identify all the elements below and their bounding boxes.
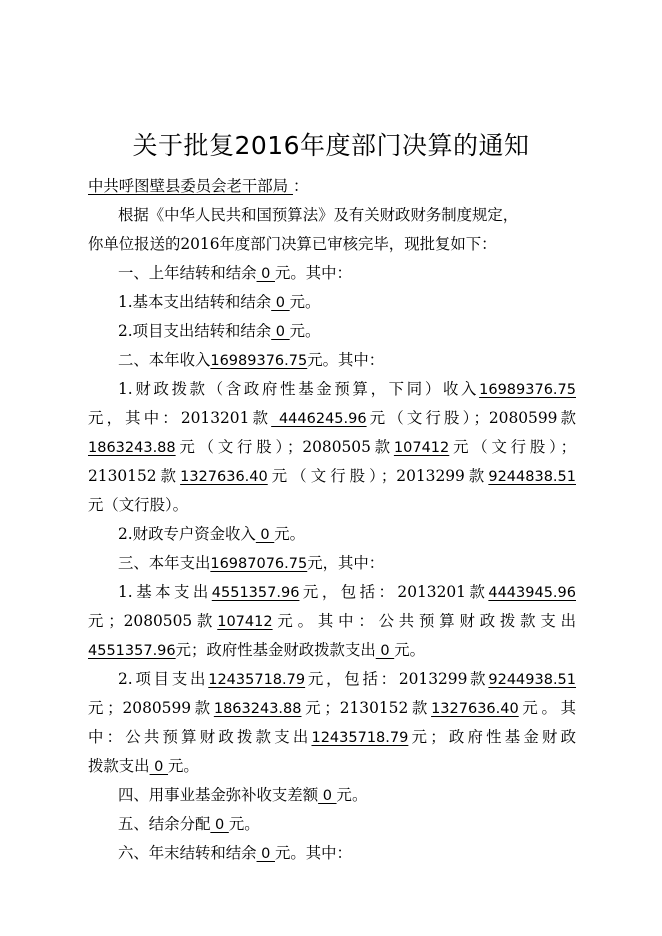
text-fragment: 元，其中：2013201款 — [88, 409, 272, 427]
sec3-basic-line-1 — [118, 580, 576, 605]
sec3-project-line-1 — [118, 667, 576, 692]
amount-2080599: 1863243.88 — [213, 701, 302, 717]
sec3-amount: 16987076.75 — [210, 556, 308, 572]
amount-2130152: 1327636.40 — [431, 701, 519, 717]
sec3-heading-tail: 元，其中： — [307, 554, 385, 572]
text-fragment: 2.项目支出 — [118, 670, 209, 688]
amount-2080505: 107412 — [393, 440, 450, 456]
text-fragment: 元；2130152款 — [301, 699, 432, 717]
public-budget-amount: 4551357.96 — [88, 643, 176, 659]
text-fragment: 元；2080505款 — [88, 612, 218, 630]
sec4-amount: 0 — [318, 788, 337, 804]
intro-line-1: 根据《中华人民共和国预算法》及有关财政财务制度规定， — [118, 206, 519, 224]
sec1-heading — [118, 261, 576, 286]
sec3-project-line-3 — [88, 725, 576, 750]
text-fragment: 元，包括：2013201款 — [299, 583, 489, 601]
text-fragment: 拨款支出 — [88, 757, 150, 775]
sec3-basic-line-2 — [88, 609, 576, 634]
sec1-amount: 0 — [256, 266, 275, 282]
sec3-heading — [118, 551, 576, 576]
sec2-heading-text: 二、本年收入 — [118, 351, 211, 369]
sec3-project-line-4 — [88, 754, 576, 779]
text-fragment: 元。其 — [518, 699, 577, 717]
sec1-item-2-text: 2.项目支出结转和结余 — [118, 322, 272, 340]
text-fragment: 元。其中：公共预算财政拨款支出 — [272, 612, 576, 630]
sec1-item-1 — [118, 290, 576, 315]
text-fragment: 元；政府性基金财政拨款支出 — [175, 641, 376, 659]
sec5-text: 五、结余分配 — [118, 815, 211, 833]
sec2-item-2-tail: 元。 — [274, 525, 306, 543]
sec4-text: 四、用事业基金弥补收支差额 — [118, 786, 319, 804]
sec2-item-2-text: 2.财政专户资金收入 — [118, 525, 256, 543]
text-fragment: 1.基本支出 — [118, 583, 212, 601]
sec1-item-2-tail: 元。 — [289, 322, 321, 340]
sec6-text: 六、年末结转和结余 — [118, 844, 257, 862]
document-title: 关于批复2016年度部门决算的通知 — [132, 131, 530, 160]
amount-2013299: 9244838.51 — [488, 469, 576, 485]
sec5-amount: 0 — [210, 817, 229, 833]
amount-2013201: 4443945.96 — [488, 585, 576, 601]
addressee-line — [88, 174, 576, 198]
text-fragment: 元（文行股）；2080505款 — [175, 438, 394, 456]
sec2-item-1-line-2 — [88, 406, 576, 431]
sec2-item-1-text: 1.财政拨款（含政府性基金预算，下同）收入 — [118, 380, 480, 398]
sec1-heading-text: 一、上年结转和结余 — [118, 264, 257, 282]
intro-line-2: 你单位报送的2016年度部门决算已审核完毕，现批复如下： — [88, 235, 497, 253]
sec1-item-2 — [118, 319, 576, 344]
text-fragment: 元。 — [394, 641, 425, 659]
basic-expense-amount: 4551357.96 — [211, 585, 300, 601]
text-fragment: 元；2080599款 — [88, 699, 214, 717]
sec2-item-2-amount: 0 — [255, 527, 275, 543]
sec2-heading — [118, 348, 576, 373]
gov-fund-amount: 0 — [375, 643, 395, 659]
text-fragment: 中：公共预算财政拨款支出 — [88, 728, 312, 746]
amount-2080505: 107412 — [217, 614, 273, 630]
text-fragment: 元（文行股）；2013299款 — [267, 467, 489, 485]
sec5-line — [118, 812, 576, 837]
sec2-item-1-line-1 — [118, 377, 576, 402]
gov-fund-amount: 0 — [149, 759, 169, 775]
amount-2013201: 4446245.96 — [271, 411, 367, 427]
sec6-line — [118, 841, 576, 866]
public-budget-amount: 12435718.79 — [311, 730, 409, 746]
amount-2013299: 9244938.51 — [488, 672, 577, 688]
sec6-tail: 元。其中： — [274, 844, 352, 862]
text-fragment: 元；政府性基金财政 — [408, 728, 576, 746]
sec3-project-line-2 — [88, 696, 576, 721]
sec4-line — [118, 783, 576, 808]
addressee: 中共呼图壁县委员会老干部局 — [88, 177, 293, 195]
sec1-item-1-tail: 元。 — [289, 293, 321, 311]
sec2-item-1-line-3 — [88, 435, 576, 460]
project-expense-amount: 12435718.79 — [208, 672, 306, 688]
sec3-basic-line-3 — [88, 638, 576, 663]
text-fragment: 元（文行股）；2080599款 — [366, 409, 577, 427]
sec2-item-1-amount: 16989376.75 — [479, 382, 576, 398]
sec1-item-1-text: 1.基本支出结转和结余 — [118, 293, 272, 311]
amount-2130152: 1327636.40 — [180, 469, 268, 485]
sec2-heading-tail: 元。其中： — [307, 351, 385, 369]
sec6-amount: 0 — [256, 846, 275, 862]
sec4-tail: 元。 — [336, 786, 368, 804]
addressee-colon: ： — [292, 177, 309, 195]
sec1-item-2-amount: 0 — [271, 324, 290, 340]
sec2-amount: 16989376.75 — [210, 353, 308, 369]
sec1-heading-tail: 元。其中： — [274, 264, 352, 282]
sec5-tail: 元。 — [228, 815, 260, 833]
amount-2080599: 1863243.88 — [88, 440, 176, 456]
text-fragment: 元。 — [168, 757, 199, 775]
sec2-item-1-line-4 — [88, 464, 576, 489]
text-fragment: 元，包括：2013299款 — [305, 670, 489, 688]
sec3-heading-text: 三、本年支出 — [118, 554, 211, 572]
sec2-item-1-line-5: 元（文行股）。 — [88, 496, 189, 514]
sec1-item-1-amount: 0 — [271, 295, 290, 311]
sec2-item-2 — [118, 522, 576, 547]
text-fragment: 2130152款 — [88, 467, 181, 485]
text-fragment: 元（文行股）； — [449, 438, 576, 456]
